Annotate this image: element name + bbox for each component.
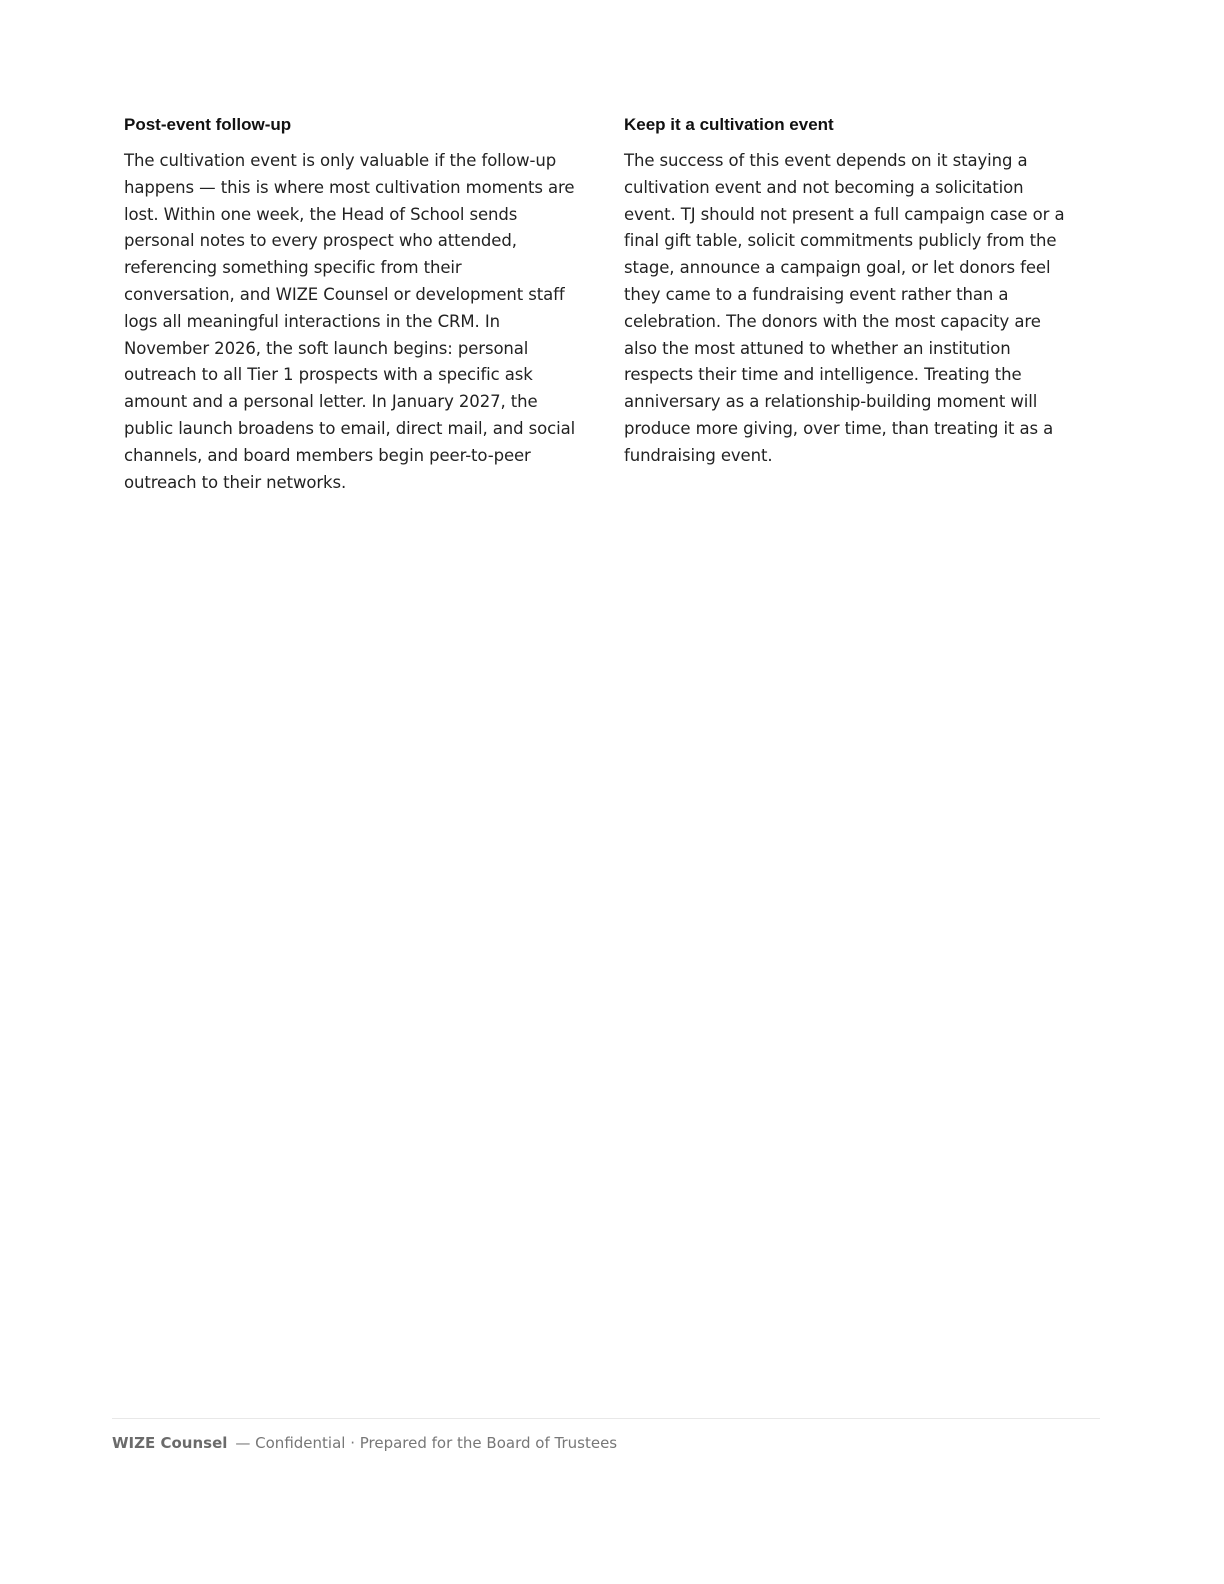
footer-text: — Confidential · Prepared for the Board of Trustees: [235, 1434, 618, 1452]
column-keep-it-a-cultivation-event: [624, 114, 1076, 496]
section-body: The success of this event depends on it staying a cultivation event and not becoming a solicitation event. TJ should not present a full campaign case or a final gift table, solicit commitments publicly from the stage, announce a campaign goal, or let donors feel they came to a fundraising event rather than a celebration. The donors with the most capacity are also the most attuned to whether an institution respects their time and intelligence. Treating the anniversary as a relationship-building moment will produce more giving, over time, than treating it as a fundraising event.: [624, 151, 1065, 465]
section-heading: Post-event follow-up: [124, 115, 292, 134]
column-post-event-follow-up: [124, 114, 576, 496]
page-footer: [112, 1432, 617, 1454]
footer-divider: [112, 1418, 1100, 1419]
section-body: The cultivation event is only valuable if the follow-up happens — this is where most cultivation moments are lost. Within one week, the Head of School sends personal notes to every prospect who attended, referencing something specific from their conversation, and WIZE Counsel or development staff logs all meaningful interactions in the CRM. In November 2026, the soft launch begins: personal outreach to all Tier 1 prospects with a specific ask amount and a personal letter. In January 2027, the public launch broadens to email, direct mail, and social channels, and board members begin peer-to-peer outreach to their networks.: [124, 151, 576, 492]
section-heading: Keep it a cultivation event: [624, 115, 834, 134]
two-column-body: [124, 114, 1076, 496]
footer-brand: WIZE Counsel: [112, 1434, 228, 1452]
